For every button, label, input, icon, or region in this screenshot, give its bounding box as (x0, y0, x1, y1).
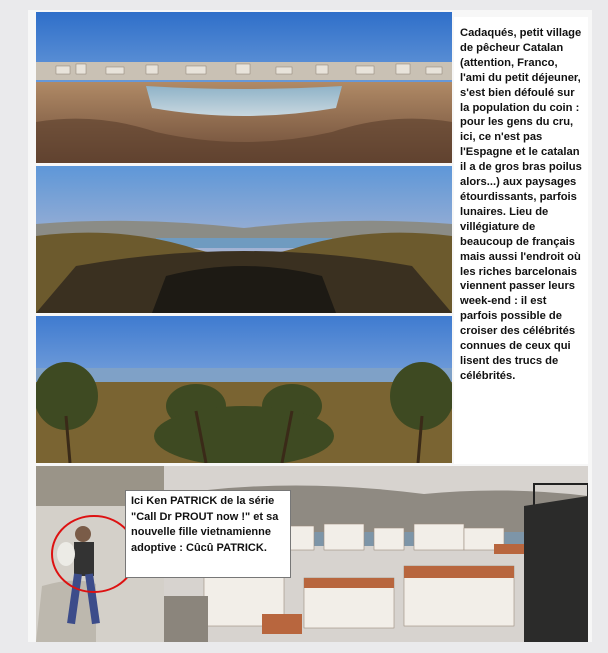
trees-panorama-photo (36, 316, 452, 463)
beach-panorama-photo (36, 12, 452, 163)
description-text: Cadaqués, petit village de pêcheur Catalan (attention, Franco, l'ami du petit déjeuner, s'est bien défoulé sur la population du coin : pour les gens du cru, ici, ce n'est pas l'Espagne et le catalan il a de gros bras poilus alors...) aux paysages étourdissants, parfois lunaires. Lieu de villégiature de beaucoup de français mais aussi l'endroit où les riches barcelonais viennent passer leurs week-end : il est parfois possible de croiser des célébrités connues de ceux qui lisent des trucs de célébrités. (460, 27, 582, 382)
hills-panorama-photo (36, 166, 452, 313)
description-text-box (454, 17, 588, 464)
photo-caption-text: Ici Ken PATRICK de la série "Call Dr PROUT now !" et sa nouvelle fille vietnamienne adoptive : Cûcû PATRICK. (131, 495, 279, 554)
photo-caption-box (125, 490, 291, 578)
